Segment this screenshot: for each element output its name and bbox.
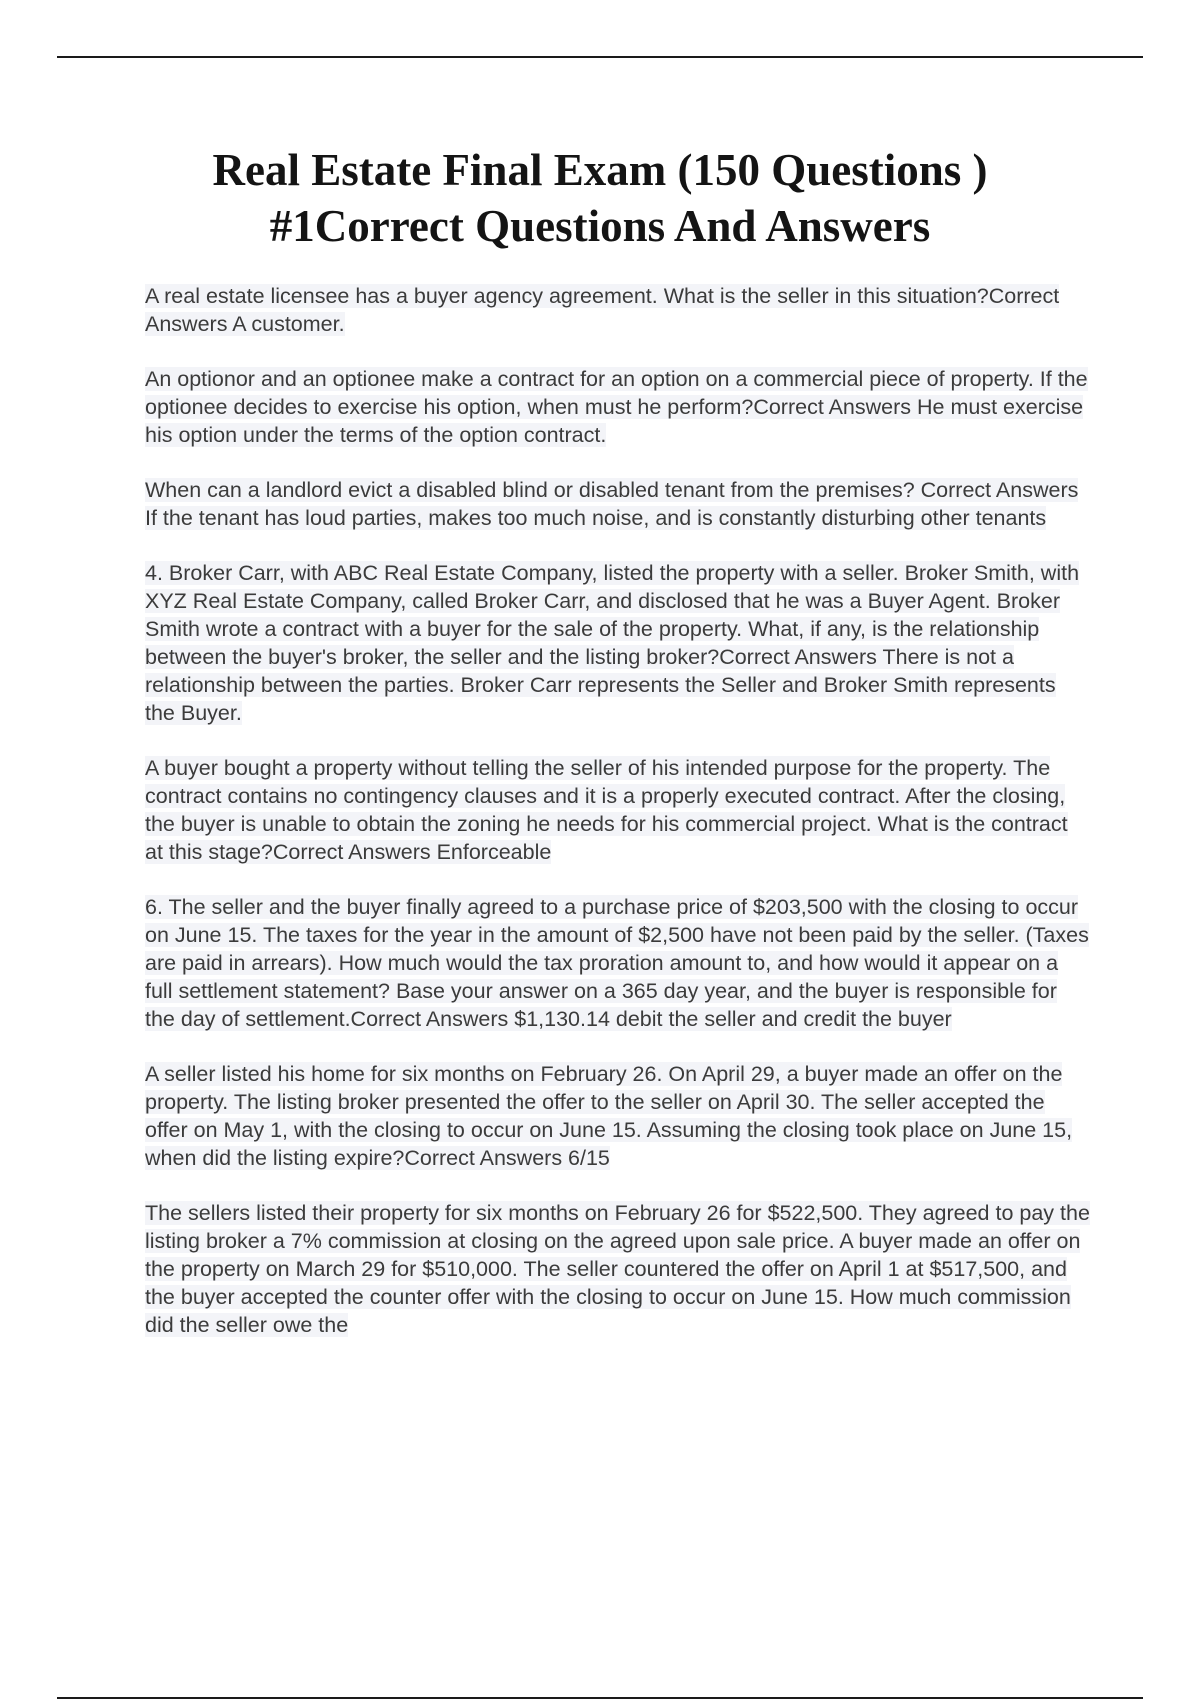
qa-item-7	[145, 1060, 1090, 1172]
qa-item-2	[145, 365, 1090, 449]
footer-rule	[57, 1697, 1143, 1699]
qa-text: An optionor and an optionee make a contract for an option on a commercial piece of property. If the optionee decides to exercise his option, when must he perform?Correct Answers He must exercise his option under the terms of the option contract.	[145, 367, 1088, 447]
header-rule	[57, 56, 1143, 58]
qa-text: 6. The seller and the buyer finally agreed to a purchase price of $203,500 with the closing to occur on June 15. The taxes for the year in the amount of $2,500 have not been paid by the seller. (Taxes are paid in arrears). How much would the tax proration amount to, and how would it appear on a full settlement statement? Base your answer on a 365 day year, and the buyer is responsible for the day of settlement.Correct Answers $1,130.14 debit the seller and credit the buyer	[145, 895, 1089, 1031]
qa-item-8	[145, 1199, 1090, 1339]
qa-item-6	[145, 893, 1090, 1033]
qa-text: When can a landlord evict a disabled blind or disabled tenant from the premises? Correct Answers If the tenant has loud parties, makes too much noise, and is constantly disturbing other tenants	[145, 478, 1079, 530]
qa-item-3	[145, 476, 1090, 532]
title-line-1: Real Estate Final Exam (150 Questions )	[212, 145, 988, 195]
qa-text: 4. Broker Carr, with ABC Real Estate Company, listed the property with a seller. Broker Smith, with XYZ Real Estate Company, called Broker Carr, and disclosed that he was a Buyer Agent. Broker Smith wrote a contract with a buyer for the sale of the property. What, if any, is the relationship between the buyer's broker, the seller and the listing broker?Correct Answers There is not a relationship between the parties. Broker Carr represents the Seller and Broker Smith represents the Buyer.	[145, 561, 1080, 725]
qa-text: A real estate licensee has a buyer agency agreement. What is the seller in this situation?Correct Answers A customer.	[145, 284, 1060, 336]
qa-item-1	[145, 282, 1090, 338]
qa-text: A seller listed his home for six months on February 26. On April 29, a buyer made an offer on the property. The listing broker presented the offer to the seller on April 30. The seller accepted the offer on May 1, with the closing to occur on June 15. Assuming the closing took place on June 15, when did the listing expire?Correct Answers 6/15	[145, 1062, 1073, 1170]
qa-item-4	[145, 559, 1090, 727]
title-line-2: #1Correct Questions And Answers	[269, 201, 931, 251]
qa-text: The sellers listed their property for six months on February 26 for $522,500. They agreed to pay the listing broker a 7% commission at closing on the agreed upon sale price. A buyer made an offer on the property on March 29 for $510,000. The seller countered the offer on April 1 at $517,500, and the buyer accepted the counter offer with the closing to occur on June 15. How much commission did the seller owe the	[145, 1201, 1090, 1337]
page-title	[100, 142, 1100, 254]
qa-item-5	[145, 754, 1090, 866]
qa-text: A buyer bought a property without telling the seller of his intended purpose for the property. The contract contains no contingency clauses and it is a properly executed contract. After the closing, the buyer is unable to obtain the zoning he needs for his commercial project. What is the contract at this stage?Correct Answers Enforceable	[145, 756, 1068, 864]
qa-list	[145, 282, 1090, 1366]
